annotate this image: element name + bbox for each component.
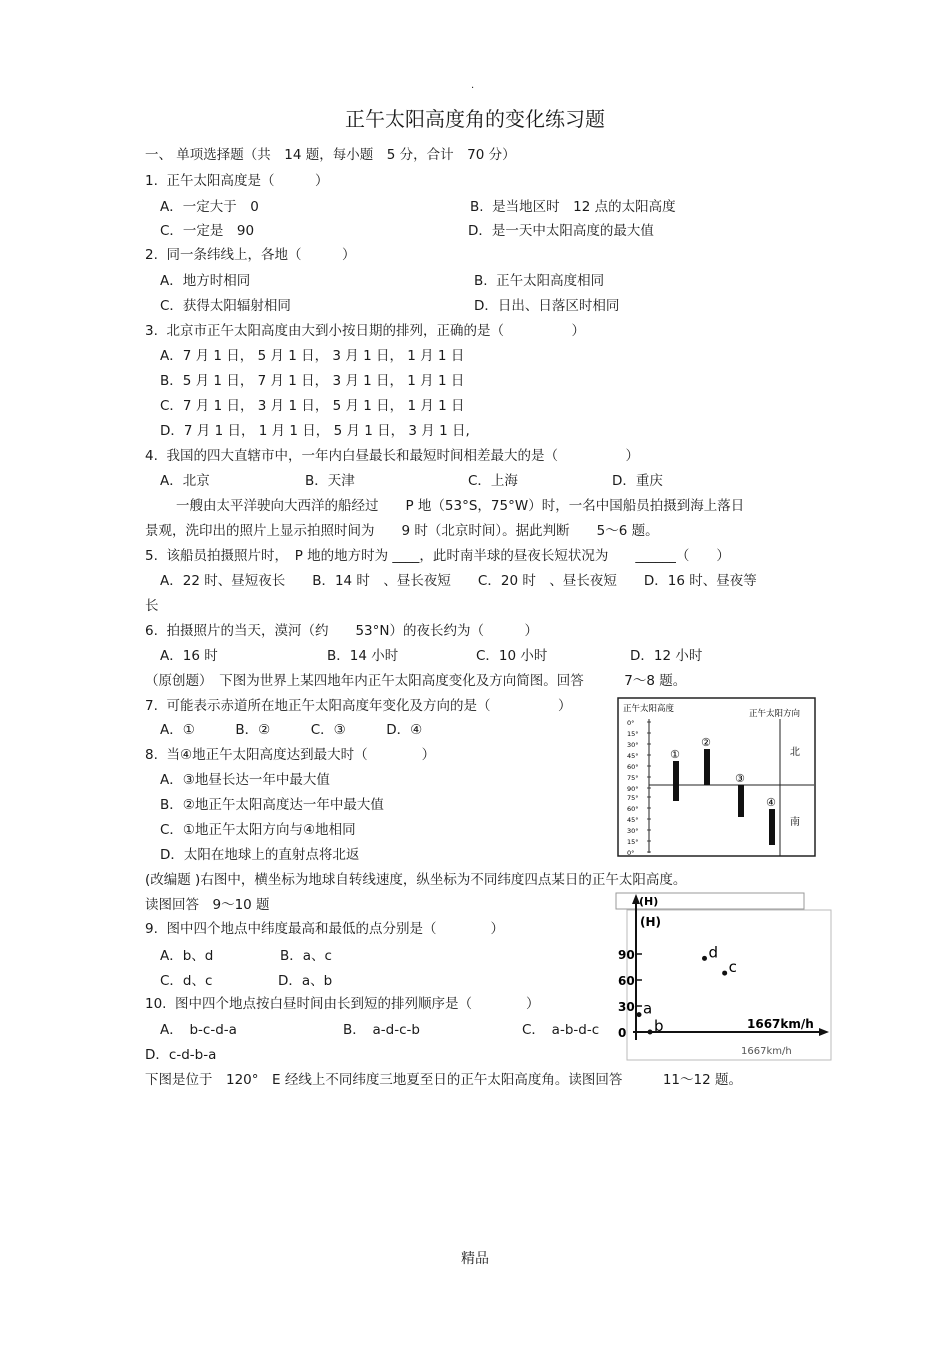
fig1-tick-label: 15° [627,730,639,738]
speed-height-figure [615,892,835,1064]
fig1-tick-label: 60° [627,763,639,771]
page-title: 正午太阳高度角的变化练习题 [345,107,605,131]
option-4d: D．重庆 [612,473,663,489]
option-6c: C．10 小时 [476,648,548,664]
question-4: 4. 我国的四大直辖市中，一年内白昼最长和最短时间相差最大的是（ ） [145,448,639,464]
fig1-bar-label: ① [670,748,680,761]
option-4a: A．北京 [160,473,210,489]
option-10c: C． a-b-d-c [522,1022,600,1038]
header-mark: . [471,80,475,91]
fig1-tick-label: 75° [627,774,639,782]
option-8b: B．②地正午太阳高度达一年中最大值 [160,797,384,813]
option-10d: D．c-d-b-a [145,1047,217,1063]
fig1-bar-1 [673,761,679,801]
fig1-tick-label: 30° [627,741,639,749]
option-1b: B. 是当地区时 12 点的太阳高度 [470,199,676,215]
option-3b: B．5 月 1 日， 7 月 1 日， 3 月 1 日， 1 月 1 日 [160,373,465,389]
option-10b: B． a-d-c-b [343,1022,420,1038]
fig2-ylabel-ghost: (H) [639,895,659,908]
option-2a: A．地方时相同 [160,273,251,289]
fig2-point-label: c [728,958,737,977]
question-3: 3. 北京市正午太阳高度由大到小按日期的排列，正确的是（ ） [145,323,585,339]
fig1-tick-label: 90° [627,785,639,793]
option-3c: C．7 月 1 日， 3 月 1 日， 5 月 1 日， 1 月 1 日 [160,398,465,414]
passage-7-8: （原创题） 下图为世界上某四地年内正午太阳高度变化及方向简图。回答 7～8 题。 [145,673,687,689]
footer: 精品 [461,1251,489,1267]
fig1-bar-label: ② [701,736,711,749]
fig2-ylabel: (H) [640,915,662,929]
fig1-north-label: 北 [790,747,800,758]
fig1-tick-label: 45° [627,816,639,824]
question-6: 6. 拍摄照片的当天，漠河（约 53°N）的夜长约为（ ） [145,623,538,639]
option-8d: D．太阳在地球上的直射点将北返 [160,847,360,863]
option-8a: A．③地昼长达一年中最大值 [160,772,330,788]
option-9b: B．a、c [280,948,332,964]
option-6b: B．14 小时 [327,648,399,664]
fig2-xlabel: 1667km/h [747,1017,814,1031]
fig1-tick-label: 45° [627,752,639,760]
fig1-bar-label: ③ [735,772,745,785]
option-2d: D．日出、日落区时相同 [474,298,620,314]
options-5-cont: 长 [145,598,159,614]
option-2b: B. 正午太阳高度相同 [474,273,605,289]
option-2c: C．获得太阳辐射相同 [160,298,291,314]
fig1-tick-label: 0° [627,849,635,857]
fig2-point-a [637,1012,642,1017]
fig1-tick-label: 75° [627,794,639,802]
question-1: 1. 正午太阳高度是（ ） [145,173,329,189]
fig1-tick-label: 60° [627,805,639,813]
question-2: 2. 同一条纬线上，各地（ ） [145,247,356,263]
fig2-point-label: a [643,999,653,1018]
option-1a: A．一定大于 0 [160,199,259,215]
fig1-title-left: 正午太阳高度 [623,704,675,714]
option-1c: C．一定是 90 [160,223,255,239]
question-5: 5. 该船员拍摄照片时， P 地的地方时为 ____，此时南半球的昼夜长短状况为 ______（ ） [145,548,730,564]
option-6a: A．16 时 [160,648,218,664]
option-10a: A． b-c-d-a [160,1022,237,1038]
fig1-bar-2 [704,749,710,785]
fig1-bar-4 [769,809,775,845]
passage-9-10-cont: 读图回答 9～10 题 [145,897,270,913]
fig2-point-c [722,971,727,976]
section-heading: 一、 单项选择题（共 14 题，每小题 5 分，合计 70 分） [145,147,516,163]
question-10: 10. 图中四个地点按白昼时间由长到短的排列顺序是（ ） [145,996,540,1012]
fig2-point-d [702,956,707,961]
fig2-ytick-label: 60 [618,974,635,988]
option-1d: D．是一天中太阳高度的最大值 [468,223,654,239]
question-7: 7. 可能表示赤道所在地正午太阳高度年变化及方向的是（ ） [145,698,572,714]
fig1-title-right: 正午太阳方向 [749,709,801,719]
option-9a: A．b、d [160,948,214,964]
fig1-tick-label: 30° [627,827,639,835]
fig2-point-label: b [654,1017,664,1035]
option-4b: B．天津 [305,473,355,489]
passage-5-6: 一艘由太平洋驶向大西洋的船经过 P 地（53°S，75°W）时，一名中国船员拍摄到海上落日 [176,498,745,514]
question-9: 9. 图中四个地点中纬度最高和最低的点分别是（ ） [145,921,504,937]
option-9d: D．a、b [278,973,333,989]
option-8c: C．①地正午太阳方向与④地相同 [160,822,356,838]
passage-9-10: (改编题 )右图中，横坐标为地球自转线速度，纵坐标为不同纬度四点某日的正午太阳高度。 [145,872,687,888]
options-7: A．① B．② C．③ D．④ [160,722,423,738]
fig2-ytick-label: 30 [618,1000,635,1014]
fig1-south-label: 南 [790,817,800,828]
fig1-tick-label: 0° [627,719,635,727]
option-9c: C．d、c [160,973,213,989]
fig1-bar-3 [738,785,744,817]
fig2-point-b [648,1030,653,1035]
fig2-ytick-label: 90 [618,948,635,962]
option-3a: A．7 月 1 日， 5 月 1 日， 3 月 1 日， 1 月 1 日 [160,348,465,364]
fig1-bar-label: ④ [766,796,776,809]
option-3d: D．7 月 1 日， 1 月 1 日， 5 月 1 日， 3 月 1 日, [160,423,470,439]
sun-altitude-figure [617,697,816,857]
fig2-point-label: d [708,943,719,962]
option-6d: D．12 小时 [630,648,703,664]
fig2-ytick-label: 0 [618,1026,627,1040]
fig1-tick-label: 15° [627,838,639,846]
passage-11-12: 下图是位于 120° E 经线上不同纬度三地夏至日的正午太阳高度角。读图回答 11～12 题。 [145,1072,742,1088]
fig2-xlabel-ghost: 1667km/h [741,1046,792,1057]
question-8: 8. 当④地正午太阳高度达到最大时（ ） [145,747,436,763]
passage-5-6-cont: 景观，洗印出的照片上显示拍照时间为 9 时（北京时间）。据此判断 5～6 题。 [145,523,659,539]
option-4c: C．上海 [468,473,518,489]
options-5: A．22 时、昼短夜长 B．14 时 、昼长夜短 C．20 时 、昼长夜短 D．16 时、昼夜等 [160,573,757,589]
